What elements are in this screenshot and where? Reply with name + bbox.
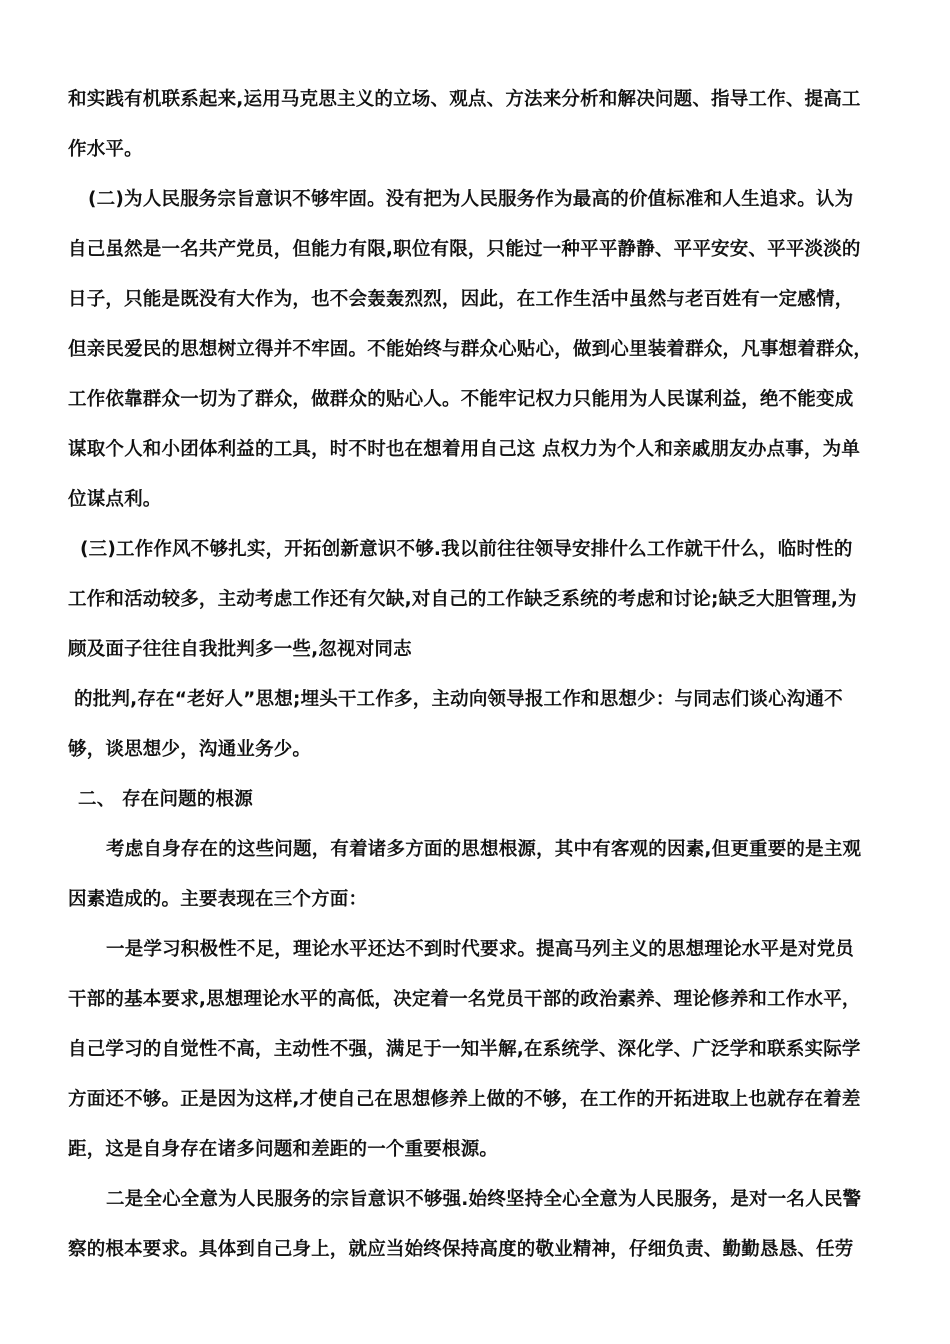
text-line: 位谋点利。	[68, 489, 162, 510]
text-line: 自己虽然是一名共产党员，但能力有限,职位有限，只能过一种平平静静、平平安安、平平淡淡的	[68, 239, 861, 260]
text-line: 考虑自身存在的这些问题，有着诸多方面的思想根源，其中有客观的因素,但更重要的是主观	[106, 839, 862, 860]
text-line: 二是全心全意为人民服务的宗旨意识不够强.始终坚持全心全意为人民服务，是对一名人民警	[106, 1189, 862, 1210]
text-line: 顾及面子往往自我批判多一些,忽视对同志	[68, 639, 412, 660]
section-heading: 二、 存在问题的根源	[78, 789, 253, 810]
text-line: 工作依靠群众一切为了群众，做群众的贴心人。不能牢记权力只能用为人民谋利益，绝不能变成	[68, 389, 854, 410]
text-line: 一是学习积极性不足，理论水平还达不到时代要求。提高马列主义的思想理论水平是对党员	[106, 939, 855, 960]
text-line: 干部的基本要求,思想理论水平的高低，决定着一名党员干部的政治素养、理论修养和工作水平，	[68, 989, 861, 1010]
text-line: 够，谈思想少，沟通业务少。	[68, 739, 312, 760]
text-line: 工作和活动较多，主动考虑工作还有欠缺,对自己的工作缺乏系统的考虑和讨论;缺乏大胆管理,为	[68, 589, 857, 610]
text-line: 日子，只能是既没有大作为，也不会轰轰烈烈，因此，在工作生活中虽然与老百姓有一定感情，	[68, 289, 854, 310]
text-line: 距，这是自身存在诸多问题和差距的一个重要根源。	[68, 1139, 499, 1160]
text-line: 自己学习的自觉性不高，主动性不强，满足于一知半解,在系统学、深化学、广泛学和联系实际学	[68, 1039, 861, 1060]
text-line: 的批判,存在“老好人”思想;埋头干工作多，主动向领导报工作和思想少：与同志们谈心沟通不	[74, 689, 843, 710]
text-line: 方面还不够。正是因为这样,才使自己在思想修养上做的不够，在工作的开拓进取上也就存在着差	[68, 1089, 861, 1110]
text-line: 察的根本要求。具体到自己身上，就应当始终保持高度的敬业精神，仔细负责、勤勤恳恳、任劳	[68, 1239, 854, 1260]
text-line: (三)工作作风不够扎实，开拓创新意识不够.我以前往往领导安排什么工作就干什么，临时性的	[80, 539, 853, 560]
text-line: (二)为人民服务宗旨意识不够牢固。没有把为人民服务作为最高的价值标准和人生追求。认为	[88, 189, 854, 210]
text-line: 因素造成的。主要表现在三个方面：	[68, 889, 368, 910]
text-line: 作水平。	[68, 139, 143, 160]
text-line: 但亲民爱民的思想树立得并不牢固。不能始终与群众心贴心，做到心里装着群众，凡事想着群众，	[68, 339, 873, 360]
text-line: 谋取个人和小团体利益的工具，时不时也在想着用自己这 点权力为个人和亲戚朋友办点事，为单	[68, 439, 861, 460]
text-line: 和实践有机联系起来,运用马克思主义的立场、观点、方法来分析和解决问题、指导工作、提高工	[68, 89, 861, 110]
